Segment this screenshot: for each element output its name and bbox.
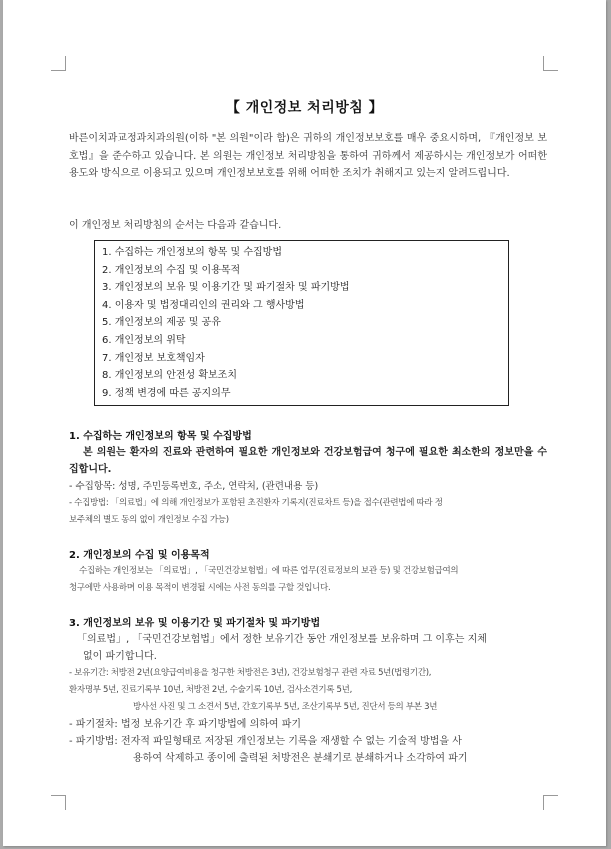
retention-line1: - 보유기간: 처방전 2년(요양급여비용을 청구한 처방전은 3년), 건강보험청구 관련 자료 5년(법령기간), (69, 668, 432, 678)
intro-paragraph: 바른이치과교정과치과의원(이하 "본 의원"이라 함)은 귀하의 개인정보보호를 매우 중요시하며, 『개인정보 보호법』을 준수하고 있습니다. 본 의원는 개인정보 처리방침을 통하여 귀하께서 제공하시는 개인정보가 어떠한 용도와 방식으로 이용되고 있으며 개인정보보호를 위해 어떠한 조치가 취해지고 있는지 알려드립니다. (69, 133, 547, 179)
destruction-method-line2: 용하여 삭제하고 종이에 출력된 처방전은 분쇄기로 분쇄하거나 소각하여 파기 (133, 753, 468, 764)
section1-item2a: - 수집방법: 「의료법」에 의해 개인정보가 포함된 초진환자 기록지(진료차트 등)을 접수(관련법에 따라 정 (69, 498, 443, 508)
margin-mark-bottom-left (51, 795, 66, 810)
section1-body: 본 의원는 환자의 진료와 관련하여 필요한 개인정보와 건강보험급여 청구에 필요한 최소한의 정보만을 수집합니다. (69, 447, 547, 475)
margin-mark-top-left (51, 56, 66, 71)
toc-item: 2. 개인정보의 수집 및 이용목적 (102, 264, 241, 276)
order-intro: 이 개인정보 처리방침의 순서는 다음과 같습니다. (69, 220, 282, 231)
section1-heading: 1. 수집하는 개인정보의 항목 및 수집방법 (69, 431, 252, 442)
section3-line2: 없이 파기합니다. (83, 651, 157, 662)
toc-item: 9. 정책 변경에 따른 공지의무 (102, 387, 231, 399)
section1-item2b: 보주체의 별도 동의 없이 개인정보 수집 가능) (69, 515, 229, 525)
document-page (3, 0, 606, 846)
section3-heading: 3. 개인정보의 보유 및 이용기간 및 파기절차 및 파기방법 (69, 618, 321, 629)
destruction-procedure: - 파기절차: 법정 보유기간 후 파기방법에 의하여 파기 (69, 719, 302, 730)
document-title: 【 개인정보 처리방침 】 (225, 100, 384, 116)
retention-line3: 방사선 사진 및 그 소견서 5년, 간호기록부 5년, 조산기록부 5년, 진단서 등의 부본 3년 (133, 702, 438, 712)
retention-line2: 환자명부 5년, 진료기록부 10년, 처방전 2년, 수술기록 10년, 검사소견기록 5년, (69, 685, 352, 695)
toc-item: 7. 개인정보 보호책임자 (102, 352, 205, 364)
table-of-contents (94, 240, 509, 406)
section3-line1: 「의료법」, 「국민건강보험법」에서 정한 보유기간 동안 개인정보를 보유하며 그 이후는 지체 (77, 634, 487, 645)
toc-item: 3. 개인정보의 보유 및 이용기간 및 파기절차 및 파기방법 (102, 282, 350, 294)
section1-item1: - 수집항목: 성명, 주민등록번호, 주소, 연락처, (관련내용 등) (69, 481, 319, 492)
destruction-method-line1: - 파기방법: 전자적 파일형태로 저장된 개인정보는 기록을 재생할 수 없는 기술적 방법을 사 (69, 736, 462, 747)
toc-item: 8. 개인정보의 안전성 확보조치 (102, 370, 237, 382)
toc-item: 1. 수집하는 개인정보의 항목 및 수집방법 (102, 247, 282, 258)
section2-line2: 청구에만 사용하며 이용 목적이 변경될 시에는 사전 동의를 구할 것입니다. (69, 583, 331, 593)
section2-heading: 2. 개인정보의 수집 및 이용목적 (69, 550, 210, 561)
margin-mark-bottom-right (543, 795, 558, 810)
margin-mark-top-right (543, 56, 558, 71)
section2-line1: 수집하는 개인정보는 「의료법」, 「국민건강보험법」에 따른 업무(진료정보의 보관 등) 및 건강보험급여의 (79, 566, 459, 576)
toc-item: 5. 개인정보의 제공 및 공유 (102, 317, 221, 329)
toc-item: 6. 개인정보의 위탁 (102, 334, 186, 346)
toc-item: 4. 이용자 및 법정대리인의 권리와 그 행사방법 (102, 299, 305, 311)
